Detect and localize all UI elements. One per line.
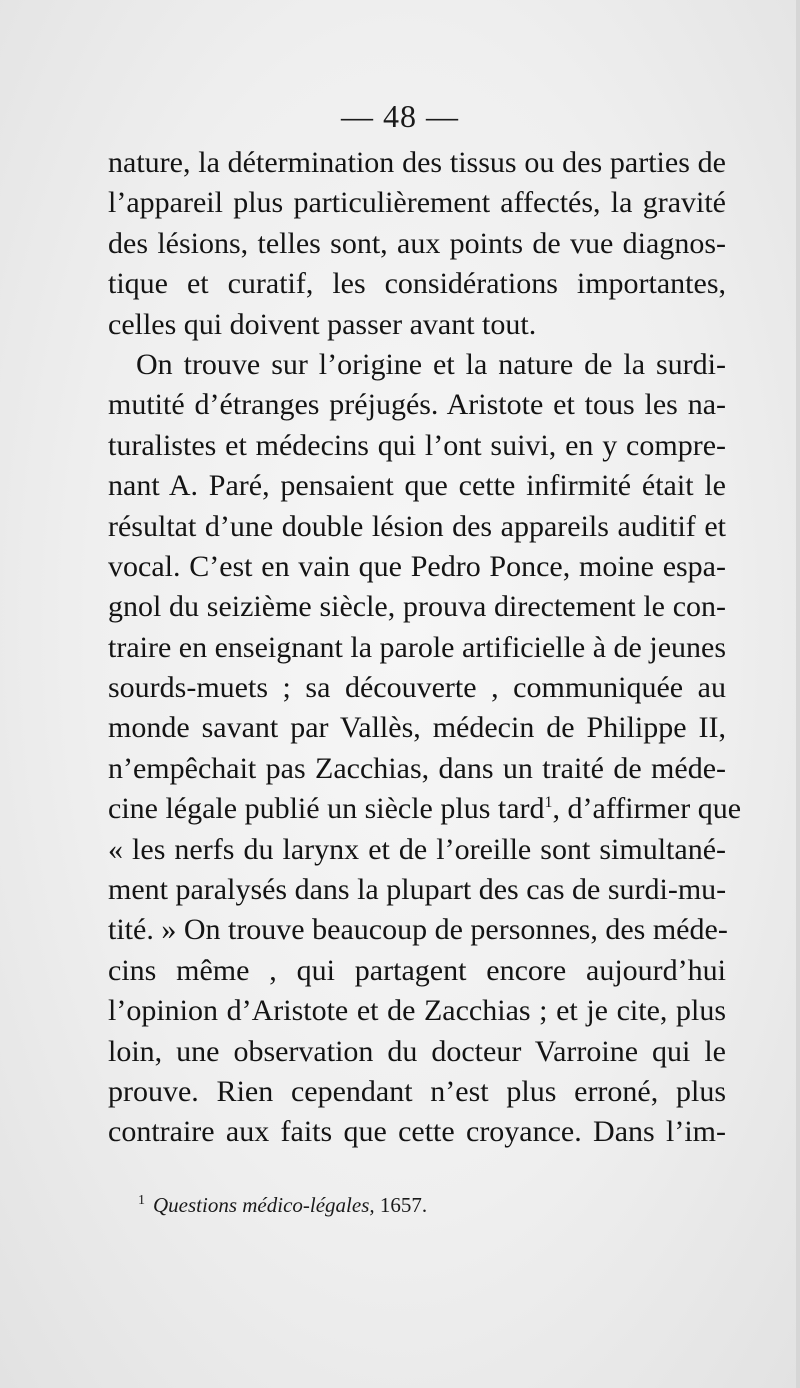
text-line: « les nerfs du larynx et de l’oreille sont simultané- [108, 832, 726, 866]
footnote-reference: 1 [544, 794, 553, 812]
text-line: résultat d’une double lésion des appareils auditif et [108, 509, 726, 543]
text-line: sourds-muets ; sa découverte , communiquée au [108, 671, 726, 705]
footnote-year: 1657. [379, 1193, 428, 1217]
text-line: loin, une observation du docteur Varroine qui le [108, 1034, 726, 1068]
text-line: l’appareil plus particulièrement affectés, la gravité [108, 186, 726, 220]
footnote [138, 1193, 427, 1218]
text-line: On trouve sur l’origine et la nature de la surdi- [136, 347, 726, 381]
text-line: cins même , qui partagent encore aujourd’hui [108, 953, 726, 987]
footnote-mark: 1 [138, 1193, 145, 1208]
footnote-title: Questions médico-légales, [153, 1193, 375, 1217]
text-line: tité. » On trouve beaucoup de personnes, des méde- [108, 913, 728, 947]
text-line: contraire aux faits que cette croyance. Dans l’im- [108, 1115, 726, 1149]
text-line: prouve. Rien cependant n’est plus erroné, plus [108, 1074, 726, 1108]
text-line: nant A. Paré, pensaient que cette infirmité était le [108, 469, 726, 503]
page-edge [796, 0, 800, 1388]
text-line-with-footnote-ref [108, 789, 742, 829]
text-line: turalistes et médecins qui l’ont suivi, en y compre- [108, 428, 726, 462]
text-line: celles qui doivent passer avant tout. [108, 307, 537, 341]
text-line: gnol du seizième siècle, prouva directement le con- [108, 590, 726, 624]
text-line: des lésions, telles sont, aux points de vue diagnos- [108, 226, 726, 260]
text-line: mutité d’étranges préjugés. Aristote et tous les na- [108, 388, 726, 422]
page-number: — 48 — [341, 98, 459, 134]
text-line: l’opinion d’Aristote et de Zacchias ; et je cite, plus [108, 994, 726, 1028]
body-text [108, 143, 742, 1153]
text-line: n’empêchait pas Zacchias, dans un traité de méde- [108, 751, 726, 785]
text-line-segment: cine légale publié un siècle plus tard [108, 792, 545, 826]
text-line: tique et curatif, les considérations importantes, [108, 267, 726, 301]
text-line: vocal. C’est en vain que Pedro Ponce, moine espa- [108, 549, 726, 583]
text-line: nature, la détermination des tissus ou des parties de [108, 146, 726, 179]
text-line: traire en enseignant la parole artificielle à de jeunes [108, 630, 727, 664]
text-line: monde savant par Vallès, médecin de Philippe II, [108, 711, 726, 745]
text-line: ment paralysés dans la plupart des cas de surdi-mu- [108, 873, 727, 907]
text-line-segment: , d’affirmer que [552, 792, 742, 826]
